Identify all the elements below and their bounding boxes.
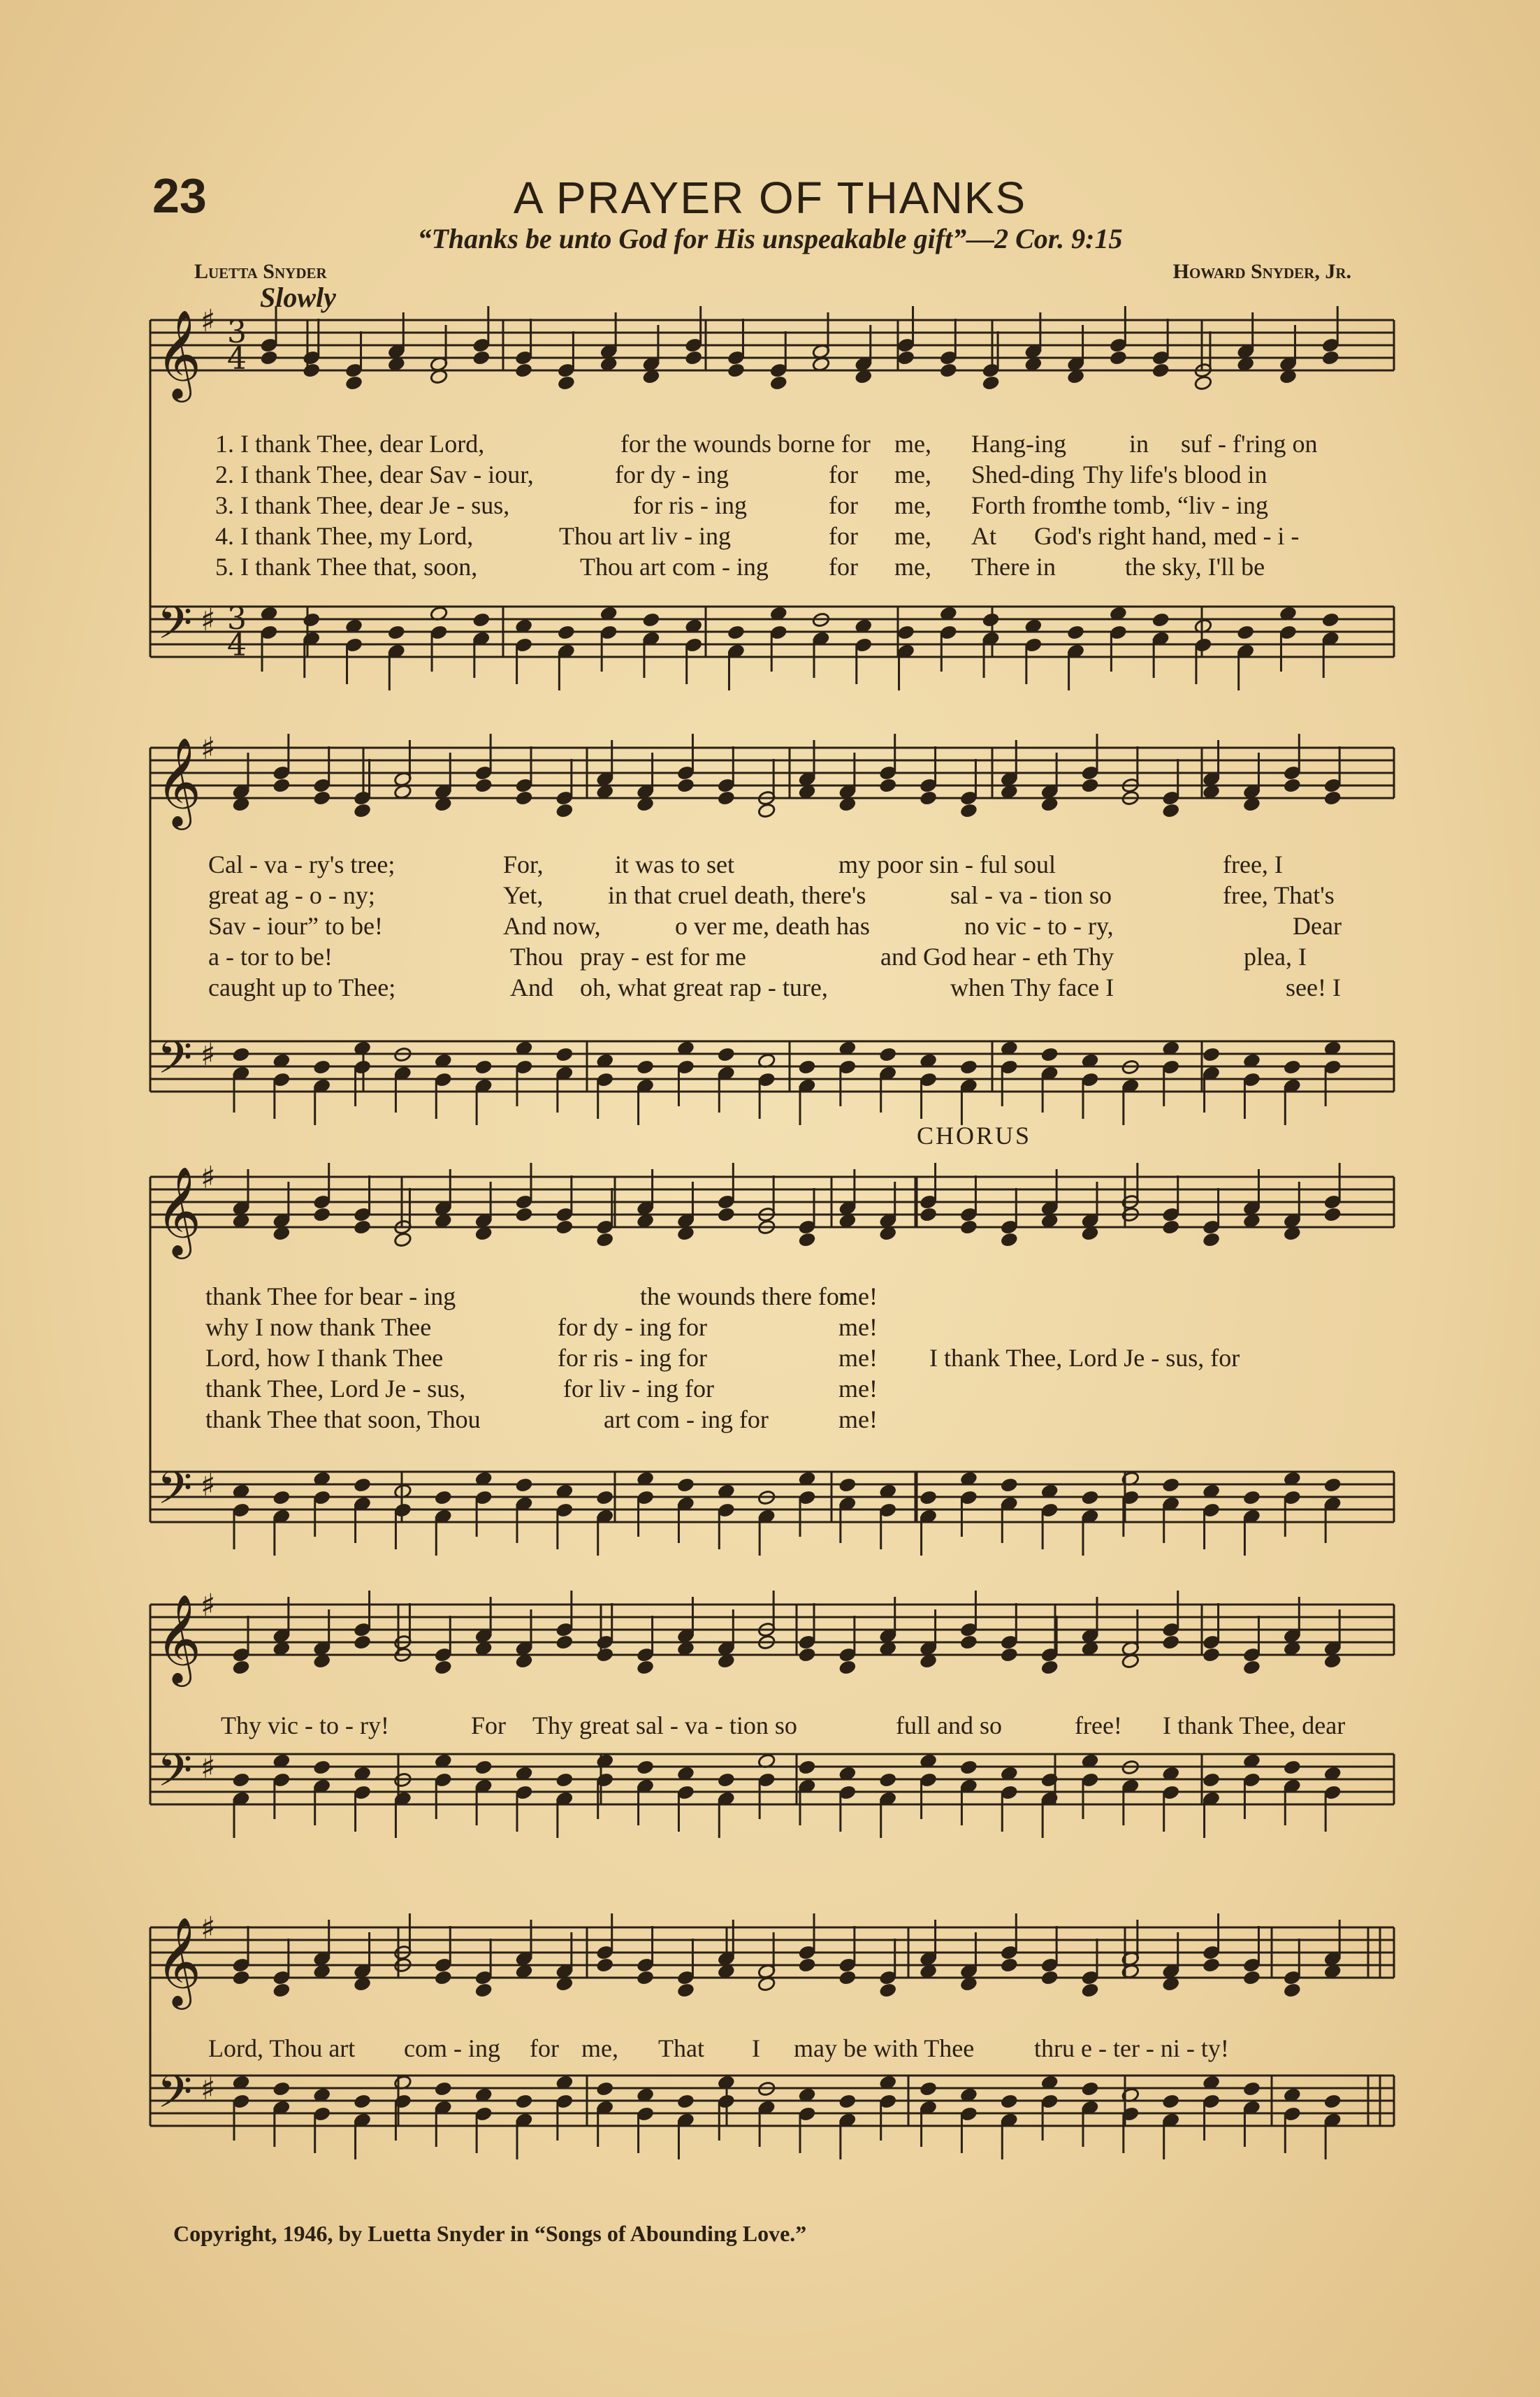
lyric-segment: That	[658, 2034, 704, 2062]
lyric-segment: in that cruel death, there's	[608, 881, 866, 909]
note-head	[1202, 1772, 1220, 1788]
note-head	[1242, 1490, 1261, 1506]
music-symbol: ♯	[201, 1468, 216, 1503]
note-head	[717, 1047, 735, 1063]
lyric-line-verse-4	[175, 521, 1363, 552]
music-symbol: 4	[227, 628, 247, 663]
note-head	[1202, 1047, 1220, 1063]
note-head	[982, 375, 1000, 391]
note-head	[434, 2081, 452, 2097]
note-head	[1000, 1647, 1018, 1663]
lyric-line-verse-4	[175, 942, 1363, 973]
note-head	[596, 1232, 614, 1248]
note-head	[879, 1983, 897, 1999]
lyric-segment: And now,	[503, 912, 601, 940]
note-head	[260, 350, 278, 366]
lyric-segment: I	[752, 2034, 760, 2062]
lyric-segment: the sky, I'll be	[1125, 553, 1265, 581]
scripture-reference: “Thanks be unto God for His unspeakable gift”—2 Cor. 9:15	[417, 223, 1123, 254]
lyric-segment: Cal - va - ry's tree;	[208, 850, 395, 878]
lyric-segment: me!	[838, 1405, 878, 1433]
lyric-segment: 4. I thank Thee, my Lord,	[215, 522, 474, 550]
music-symbol: ♯	[201, 1911, 216, 1946]
lyric-segment: Thou art com - ing	[580, 553, 769, 581]
note-head	[232, 1772, 250, 1788]
lyric-segment: Thou art liv - ing	[559, 522, 731, 550]
note-head	[515, 363, 533, 379]
lyric-segment: for liv - ing for	[563, 1375, 714, 1403]
lyric-segment: for the wounds borne for	[620, 430, 871, 458]
note-head	[676, 1983, 695, 1999]
note-head	[353, 1635, 371, 1651]
note-head	[303, 612, 321, 628]
hymn-title: A PRAYER OF THANKS	[513, 173, 1027, 223]
note-head	[959, 1219, 978, 1236]
lyric-segment: me,	[894, 522, 931, 550]
lyric-segment: Shed-ding	[971, 461, 1075, 488]
note-head	[727, 363, 745, 379]
lyric-segment: when Thy face I	[950, 973, 1114, 1001]
lyric-segment: thank Thee, Lord Je - sus,	[205, 1375, 466, 1403]
lyric-segment: oh, what great rap - ture,	[580, 973, 828, 1001]
note-head	[717, 1207, 735, 1223]
lyric-segment: me,	[894, 553, 931, 581]
lyric-line-verse-2	[175, 1312, 1363, 1343]
note-head	[474, 1983, 493, 1999]
lyric-segment: For,	[503, 850, 544, 878]
note-head	[1321, 612, 1339, 628]
lyric-segment: in	[1129, 430, 1149, 458]
lyric-segment: thank Thee for bear - ing	[205, 1282, 456, 1310]
lyric-segment: Forth from	[971, 491, 1081, 519]
note-head	[879, 1772, 897, 1788]
note-head	[1323, 1207, 1342, 1223]
note-head	[717, 790, 735, 806]
note-head	[1283, 1983, 1301, 1999]
note-head	[393, 1232, 412, 1248]
note-head	[1162, 803, 1180, 819]
note-head	[474, 778, 493, 794]
lyric-segment: me!	[838, 1344, 878, 1372]
music-symbol: 𝄢	[157, 598, 193, 660]
lyric-segment: At	[971, 522, 996, 550]
lyric-segment: 1. I thank Thee, dear Lord,	[215, 430, 485, 458]
lyric-segment: Thou	[510, 943, 563, 971]
note-head	[596, 1647, 614, 1663]
note-head	[769, 375, 787, 391]
note-head	[636, 1660, 654, 1676]
note-head	[919, 1207, 937, 1223]
note-head	[313, 1760, 331, 1776]
note-head	[313, 790, 331, 806]
lyric-segment: a - tor to be!	[208, 943, 333, 971]
note-head	[232, 1047, 250, 1063]
note-head	[472, 350, 491, 366]
lyric-segment: Thy great sal - va - tion so	[532, 1711, 797, 1739]
music-symbol: 𝄞	[156, 1593, 202, 1683]
note-head	[959, 803, 978, 819]
note-head	[879, 778, 897, 794]
note-head	[596, 2081, 614, 2097]
lyric-segment: great ag - o - ny;	[208, 881, 375, 909]
lyric-line-verse-4	[175, 1374, 1363, 1405]
lyric-segment: sal - va - tion so	[950, 881, 1112, 909]
lyric-segment: full and so	[896, 1711, 1002, 1739]
copyright-notice: Copyright, 1946, by Luetta Snyder in “Songs of Abounding Love.”	[173, 2221, 807, 2246]
lyric-segment: 5. I thank Thee that, soon,	[215, 553, 478, 581]
note-head	[313, 1059, 331, 1076]
note-head	[1323, 790, 1342, 806]
note-head	[1162, 2094, 1180, 2110]
lyric-segment: may be with Thee	[794, 2034, 975, 2062]
lyric-segment: for	[530, 2034, 559, 2062]
lyric-segment: For	[471, 1711, 507, 1739]
note-head	[1081, 1490, 1099, 1506]
music-symbol: 𝄢	[157, 1032, 193, 1095]
lyric-segment: free!	[1075, 1711, 1122, 1739]
lyric-line-chorus	[175, 1711, 1363, 1741]
note-head	[555, 1635, 574, 1651]
lyric-segment: me!	[838, 1313, 878, 1341]
lyric-segment: suf - f'ring on	[1181, 430, 1318, 458]
lyric-segment: me,	[894, 430, 931, 458]
note-head	[798, 1760, 816, 1776]
note-head	[1321, 350, 1339, 366]
lyric-segment: for	[829, 553, 858, 581]
note-head	[896, 350, 915, 366]
lyric-segment: for ris - ing	[633, 491, 747, 519]
note-head	[1283, 1059, 1301, 1076]
lyric-segment: pray - est for me	[580, 943, 746, 971]
chorus-label: CHORUS	[917, 1122, 1032, 1150]
note-head	[515, 1207, 533, 1223]
lyric-segment: There in	[971, 553, 1056, 581]
music-symbol: ♯	[201, 1037, 216, 1073]
note-head	[1242, 1660, 1261, 1676]
note-head	[959, 1635, 978, 1651]
tempo-marking: Slowly	[260, 282, 336, 313]
lyric-segment: why I now thank Thee	[205, 1313, 432, 1341]
note-head	[273, 1490, 291, 1506]
lyric-line-verse-5	[175, 973, 1363, 1004]
music-symbol: 3	[227, 601, 247, 637]
note-head	[555, 1772, 574, 1788]
note-head	[1283, 778, 1301, 794]
note-head	[636, 1059, 654, 1076]
note-head	[1162, 1477, 1180, 1493]
note-head	[273, 778, 291, 794]
note-head	[434, 1490, 452, 1506]
note-head	[676, 778, 695, 794]
note-head	[798, 1647, 816, 1663]
lyric-segment: thru e - ter - ni - ty!	[1034, 2034, 1229, 2062]
lyric-segment: free, I	[1223, 850, 1283, 878]
music-symbol: ♯	[201, 1750, 216, 1786]
note-head	[353, 803, 371, 819]
note-head	[838, 1660, 857, 1676]
lyric-segment: I thank Thee, Lord Je - sus, for	[929, 1344, 1240, 1372]
note-head	[1202, 1957, 1220, 1974]
music-symbol: 𝄞	[156, 737, 202, 826]
lyric-segment: Hang-ing	[971, 430, 1066, 458]
lyric-segment: caught up to Thee;	[208, 973, 396, 1001]
note-head	[896, 625, 915, 641]
music-symbol: 3	[227, 314, 247, 350]
note-head	[1000, 1477, 1018, 1493]
page-number: 23	[152, 168, 207, 223]
note-head	[838, 1970, 857, 1986]
note-head	[273, 2081, 291, 2097]
lyric-segment: me,	[581, 2034, 618, 2062]
note-head	[557, 625, 575, 641]
note-head	[232, 1660, 250, 1676]
note-head	[474, 1760, 493, 1776]
note-head	[434, 1970, 452, 1986]
music-symbol: 𝄢	[157, 1463, 193, 1526]
note-head	[232, 1970, 250, 1986]
note-head	[1040, 1970, 1059, 1986]
music-symbol: 𝄢	[157, 1745, 193, 1808]
lyric-segment: my poor sin - ful soul	[838, 850, 1056, 878]
note-head	[555, 803, 574, 819]
lyric-line-verse-1	[175, 850, 1363, 881]
note-head	[1040, 1660, 1059, 1676]
lyric-segment: free, That's	[1223, 881, 1335, 909]
note-head	[1000, 1957, 1018, 1974]
lyric-segment: art com - ing for	[604, 1405, 769, 1433]
lyric-segment: me!	[838, 1282, 878, 1310]
note-head	[636, 1970, 654, 1986]
note-head	[939, 363, 957, 379]
lyric-segment: Thy vic - to - ry!	[221, 1711, 389, 1739]
lyricist-credit: Luetta Snyder	[194, 260, 327, 283]
note-head	[596, 1957, 614, 1974]
lyric-segment: for dy - ing	[615, 461, 729, 488]
lyric-segment: and God hear - eth Thy	[880, 943, 1114, 971]
lyric-line-chorus	[175, 2034, 1363, 2064]
music-symbol: 4	[227, 341, 247, 377]
lyric-line-verse-1	[175, 1282, 1363, 1312]
lyric-segment: Dear	[1293, 912, 1342, 940]
note-head	[717, 1772, 735, 1788]
note-head	[1323, 2094, 1342, 2110]
note-head	[557, 375, 575, 391]
note-head	[387, 625, 405, 641]
lyric-segment: Yet,	[503, 881, 544, 909]
note-head	[1000, 2094, 1018, 2110]
lyric-segment: com - ing	[404, 2034, 500, 2062]
note-head	[1040, 1047, 1059, 1063]
note-head	[555, 1219, 574, 1236]
note-head	[1081, 778, 1099, 794]
note-head	[472, 612, 491, 628]
music-symbol: ♯	[201, 1588, 216, 1623]
lyric-segment: 3. I thank Thee, dear Je - sus,	[215, 491, 510, 519]
note-head	[919, 1490, 937, 1506]
note-head	[798, 1059, 816, 1076]
lyric-segment: me,	[894, 491, 931, 519]
note-head	[676, 2094, 695, 2110]
lyric-segment: Sav - iour” to be!	[208, 912, 383, 940]
lyric-segment: no vic - to - ry,	[964, 912, 1114, 940]
note-head	[555, 1047, 574, 1063]
note-head	[727, 625, 745, 641]
note-head	[838, 2094, 857, 2110]
note-head	[1081, 2081, 1099, 2097]
note-head	[959, 1059, 978, 1076]
music-symbol: 𝄞	[156, 309, 202, 398]
lyric-segment: for	[829, 491, 858, 519]
note-head	[434, 1660, 452, 1676]
lyric-segment: 2. I thank Thee, dear Sav - iour,	[215, 461, 534, 488]
lyric-line-verse-2	[175, 460, 1363, 491]
lyric-segment: I thank Thee, dear	[1163, 1711, 1346, 1739]
lyric-line-verse-1	[175, 429, 1363, 460]
lyric-line-verse-3	[175, 1343, 1363, 1374]
lyric-line-verse-2	[175, 881, 1363, 911]
lyric-segment: Lord, how I thank Thee	[205, 1344, 444, 1372]
note-head	[1109, 350, 1127, 366]
lyric-segment: And	[510, 973, 553, 1001]
lyric-line-verse-3	[175, 911, 1363, 942]
lyric-segment: me,	[894, 461, 931, 488]
note-head	[982, 612, 1000, 628]
note-head	[353, 1477, 371, 1493]
note-head	[676, 1477, 695, 1493]
note-head	[798, 1232, 816, 1248]
note-head	[919, 2081, 937, 2097]
lyric-segment: me!	[838, 1375, 878, 1403]
note-head	[838, 1477, 857, 1493]
note-head	[1283, 1760, 1301, 1776]
lyric-segment: for	[829, 461, 858, 488]
composer-credit: Howard Snyder, Jr.	[1172, 260, 1351, 283]
note-head	[636, 1760, 654, 1776]
music-symbol: 𝄞	[156, 1166, 202, 1255]
music-symbol: ♯	[201, 602, 216, 638]
note-head	[798, 1957, 816, 1974]
note-head	[1242, 1970, 1261, 1986]
note-head	[313, 1207, 331, 1223]
note-head	[919, 790, 937, 806]
lyric-segment: plea, I	[1244, 943, 1307, 971]
note-head	[474, 1059, 493, 1076]
music-symbol: 𝄢	[157, 2066, 193, 2129]
note-head	[515, 2094, 533, 2110]
lyric-segment: the tomb, “liv - ing	[1076, 491, 1268, 519]
lyric-segment: for dy - ing for	[558, 1313, 707, 1341]
note-head	[1237, 625, 1255, 641]
lyric-segment: Thy life's blood in	[1083, 461, 1267, 488]
note-head	[1162, 1635, 1180, 1651]
note-head	[1067, 625, 1085, 641]
lyric-segment: for ris - ing for	[558, 1344, 707, 1372]
note-head	[515, 1477, 533, 1493]
note-head	[1202, 1232, 1220, 1248]
lyric-segment: the wounds there for	[640, 1282, 848, 1310]
note-head	[273, 1983, 291, 1999]
lyric-segment: see! I	[1286, 973, 1341, 1001]
lyric-segment: for	[829, 522, 858, 550]
note-head	[1152, 363, 1170, 379]
lyric-segment: Lord, Thou art	[208, 2034, 356, 2062]
note-head	[303, 363, 321, 379]
music-symbol: ♯	[201, 2071, 216, 2107]
note-head	[344, 375, 363, 391]
music-symbol: 𝄞	[156, 1916, 202, 2006]
note-head	[1194, 375, 1212, 391]
note-head	[1000, 1232, 1018, 1248]
note-head	[1323, 1477, 1342, 1493]
note-head	[353, 2094, 371, 2110]
note-head	[1081, 1983, 1099, 1999]
note-head	[879, 1047, 897, 1063]
note-head	[1152, 612, 1170, 628]
lyric-line-verse-5	[175, 1405, 1363, 1435]
lyric-line-verse-5	[175, 552, 1363, 583]
lyric-segment: o ver me, death has	[675, 912, 870, 940]
lyric-segment: God's right hand, med - i -	[1034, 522, 1300, 550]
note-head	[757, 803, 776, 819]
note-head	[1242, 2081, 1261, 2097]
note-head	[515, 790, 533, 806]
note-head	[1202, 1647, 1220, 1663]
music-symbol: ♯	[201, 731, 216, 767]
note-head	[685, 350, 703, 366]
music-symbol: ♯	[201, 1160, 216, 1196]
note-head	[353, 1219, 371, 1236]
note-head	[596, 1490, 614, 1506]
music-symbol: ♯	[201, 303, 216, 339]
lyric-segment: thank Thee that soon, Thou	[205, 1405, 481, 1433]
note-head	[1162, 1219, 1180, 1236]
note-head	[959, 1760, 978, 1776]
lyric-segment: it was to set	[615, 850, 734, 878]
lyric-line-verse-3	[175, 491, 1363, 521]
note-head	[642, 612, 660, 628]
